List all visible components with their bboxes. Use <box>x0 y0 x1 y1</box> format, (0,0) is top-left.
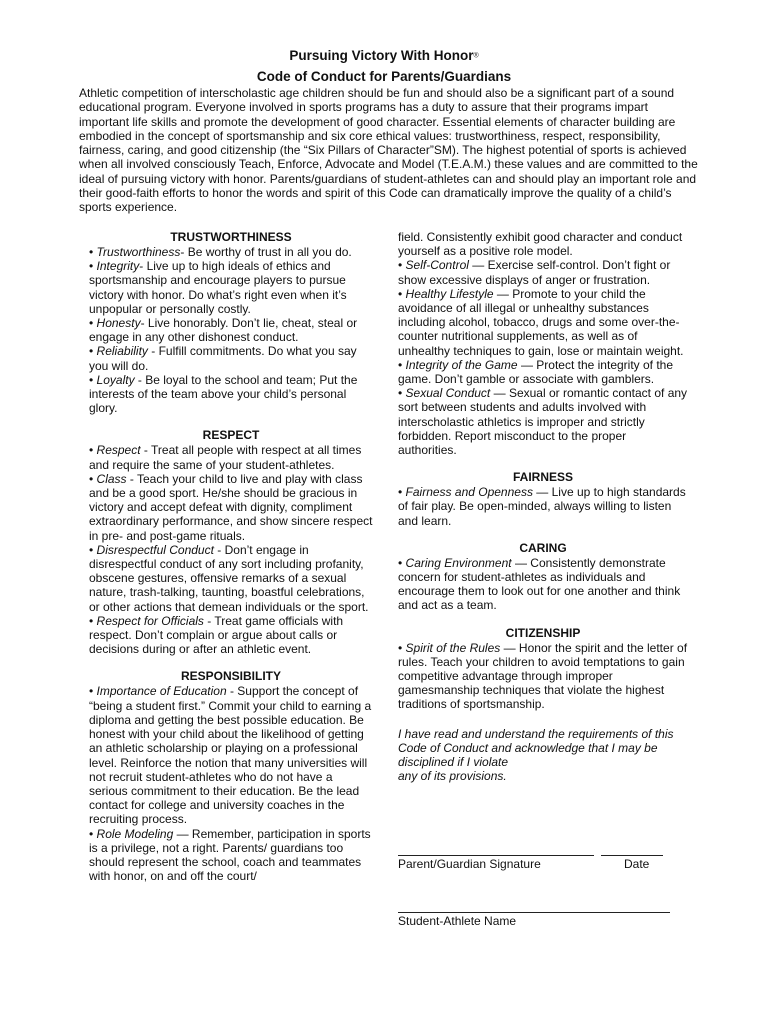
bullet-glyph: • <box>398 485 403 500</box>
heading-caring: CARING <box>519 540 567 555</box>
bullet-glyph: • <box>398 555 403 570</box>
bullet-glyph: • <box>89 826 94 841</box>
code-item <box>89 614 373 657</box>
bullet-glyph: • <box>89 443 94 458</box>
acknowledgement-line-1: I have read and understand the requirements of this Code of Conduct and acknowledge that I may be disciplined if I violate <box>398 726 674 770</box>
item-term: Honesty <box>96 316 141 331</box>
item-text: — Protect the integrity of the game. Don’t gamble or associate with gamblers. <box>398 357 674 387</box>
item-term: Respect for Officials <box>96 613 204 628</box>
heading-trustworthiness: TRUSTWORTHINESS <box>170 230 292 244</box>
bullet-glyph: • <box>398 640 403 655</box>
heading-citizenship: CITIZENSHIP <box>505 625 581 640</box>
item-text: - Teach your child to live and play with class and be a good sport. He/she should be gracious in victory and accept defeat with dignity, compliment extraordinary performance, and show sincere respect in pre- and post-game rituals. <box>89 471 373 543</box>
intro-paragraph: Athletic competition of interscholastic age children should be fun and should also be a significant part of a sound educational program. Everyone involved in sports programs has a duty to assure that their programs impart important life skills and promote the development of good character. Essential elements of character building are embodied in the concept of sportsmanship and six core ethical values: trustworthiness, respect, responsibility, fairness, caring, and good citizenship (the “Six Pillars of Character”SM). The highest potential of sports is achieved when all involved consciously Teach, Enforce, Advocate and Model (T.E.A.M.) these values and are committed to the ideal of pursuing victory with honor. Parents/guardians of student-athletes can and should play an important role and their good-faith efforts to honor the words and spirit of this Code can dramatically improve the quality of a child’s sports experience. <box>79 86 698 215</box>
item-text: — Sexual or romantic contact of any sort between students and adults involved with interscholastic athletics is improper and strictly forbidden. Report misconduct to the proper authorities. <box>398 386 688 458</box>
code-item <box>398 556 688 613</box>
item-term: Role Modeling <box>96 826 174 841</box>
responsibility-continuation: field. Consistently exhibit good character and conduct yourself as a positive role model. <box>398 230 683 259</box>
item-text: - Support the concept of “being a student first.” Commit your child to earning a diploma and getting the best possible education. Be honest with your child about the likelihood of getting an athletic scholarship or playing on a professional level. Reinforce the notion that many universities will not recruit student-athletes who do not have a serious commitment to their education. Be the lead contact for college and university coaches in the recruiting process. <box>89 684 372 827</box>
item-term: Loyalty <box>96 372 135 387</box>
bullet-glyph: • <box>398 286 403 301</box>
code-item <box>398 485 688 528</box>
date-line[interactable] <box>601 855 663 856</box>
bullet-glyph: • <box>89 613 94 628</box>
code-item <box>398 358 688 386</box>
left-column <box>89 230 373 883</box>
item-term: Disrespectful Conduct <box>96 542 214 557</box>
item-text: — Honor the spirit and the letter of rules. Teach your children to avoid temptations to gain competitive advantage through improper gamesmanship techniques that violate the highest traditions of sportsmanship. <box>398 640 688 712</box>
item-term: Fairness and Openness <box>405 485 533 500</box>
bullet-glyph: • <box>89 542 94 557</box>
item-term: Reliability <box>96 344 148 359</box>
code-item <box>398 287 688 358</box>
item-text: - Be loyal to the school and team; Put the interests of the team above your child’s personal glory. <box>89 372 358 416</box>
item-text: — Consistently demonstrate concern for student-athletes as individuals and encourage them to look out for one another and think and act as a team. <box>398 555 681 613</box>
bullet-glyph: • <box>89 259 94 274</box>
bullet-glyph: • <box>89 372 94 387</box>
item-text: - Be worthy of trust in all you do. <box>180 245 352 259</box>
item-text: - Treat game officials with respect. Don’t complain or argue about calls or decisions during or after an athletic event. <box>89 613 344 657</box>
caring-list <box>398 556 688 613</box>
item-term: Integrity of the Game <box>405 357 518 372</box>
item-term: Self-Control <box>405 258 469 273</box>
code-item <box>89 373 373 416</box>
code-item <box>89 827 373 884</box>
right-column <box>398 230 688 784</box>
item-term: Healthy Lifestyle <box>405 286 494 301</box>
responsibility-list-continued <box>398 258 688 457</box>
code-item <box>89 259 373 316</box>
trustworthiness-list <box>89 245 373 415</box>
item-term: Integrity <box>96 259 140 274</box>
date-label: Date <box>624 857 650 871</box>
parent-signature-line[interactable] <box>398 855 594 856</box>
item-term: Importance of Education <box>96 684 227 699</box>
bullet-glyph: • <box>398 258 403 273</box>
acknowledgement-line-2: any of its provisions. <box>398 769 507 784</box>
parent-signature-label: Parent/Guardian Signature <box>398 857 541 871</box>
code-item <box>398 386 688 457</box>
respect-list <box>89 443 373 656</box>
item-text: - Fulfill commitments. Do what you say you will do. <box>89 344 357 373</box>
code-item <box>89 316 373 344</box>
bullet-glyph: • <box>89 344 94 359</box>
code-item <box>89 543 373 614</box>
item-term: Trustworthiness <box>96 245 181 259</box>
heading-respect: RESPECT <box>202 428 260 443</box>
item-text: — Promote to your child the avoidance of all illegal or unhealthy substances including alcohol, tobacco, drugs and some over-the-counter nutritional supplements, as well as of unhealthy techniques to gain, lose or maintain weight. <box>398 286 684 358</box>
code-item <box>89 472 373 543</box>
item-term: Respect <box>96 443 141 458</box>
code-item <box>398 641 688 712</box>
code-item <box>398 258 688 286</box>
registered-mark: ® <box>473 52 479 60</box>
page-title <box>0 47 768 65</box>
item-text: — Remember, participation in sports is a privilege, not a right. Parents/ guardians too should represent the school, coach and teammates with honor, on and off the court/ <box>89 826 371 884</box>
bullet-glyph: • <box>89 316 94 331</box>
student-name-label: Student-Athlete Name <box>398 914 517 928</box>
item-term: Sexual Conduct <box>405 386 491 401</box>
item-text: - Live honorably. Don’t lie, cheat, steal or engage in any other dishonest conduct. <box>89 316 358 345</box>
bullet-glyph: • <box>398 357 403 372</box>
citizenship-list <box>398 641 688 712</box>
bullet-glyph: • <box>89 471 94 486</box>
code-item <box>89 684 373 826</box>
responsibility-list <box>89 684 373 883</box>
item-term: Class <box>96 471 127 486</box>
item-term: Caring Environment <box>405 555 512 570</box>
page-subtitle: Code of Conduct for Parents/Guardians <box>256 69 512 84</box>
fairness-list <box>398 485 688 528</box>
title-text: Pursuing Victory With Honor <box>289 48 474 63</box>
item-text: - Live up to high ideals of ethics and sportsmanship and encourage players to pursue victory with honor. Do what’s right even when it’s unpopular or personally costly. <box>89 259 347 316</box>
code-item <box>89 443 373 471</box>
item-text: - Treat all people with respect at all times and require the same of your student-athletes. <box>89 443 362 472</box>
bullet-glyph: • <box>89 684 94 699</box>
item-term: Spirit of the Rules <box>405 640 501 655</box>
code-item <box>89 245 373 259</box>
student-name-line[interactable] <box>398 912 670 913</box>
acknowledgement-statement <box>398 727 688 784</box>
heading-responsibility: RESPONSIBILITY <box>180 669 281 684</box>
bullet-glyph: • <box>89 245 94 259</box>
bullet-glyph: • <box>398 386 403 401</box>
heading-fairness: FAIRNESS <box>512 470 573 485</box>
item-text: — Live up to high standards of fair play. Be open-minded, always willing to listen and learn. <box>398 485 686 528</box>
code-item <box>89 344 373 372</box>
item-text: — Exercise self-control. Don’t fight or show excessive displays of anger or frustration. <box>398 258 671 287</box>
item-text: - Don’t engage in disrespectful conduct of any sort including profanity, obscene gestures, offensive remarks of a sexual nature, trash-talking, taunting, boastful celebrations, or other actions that demean individuals or the sport. <box>89 542 369 614</box>
